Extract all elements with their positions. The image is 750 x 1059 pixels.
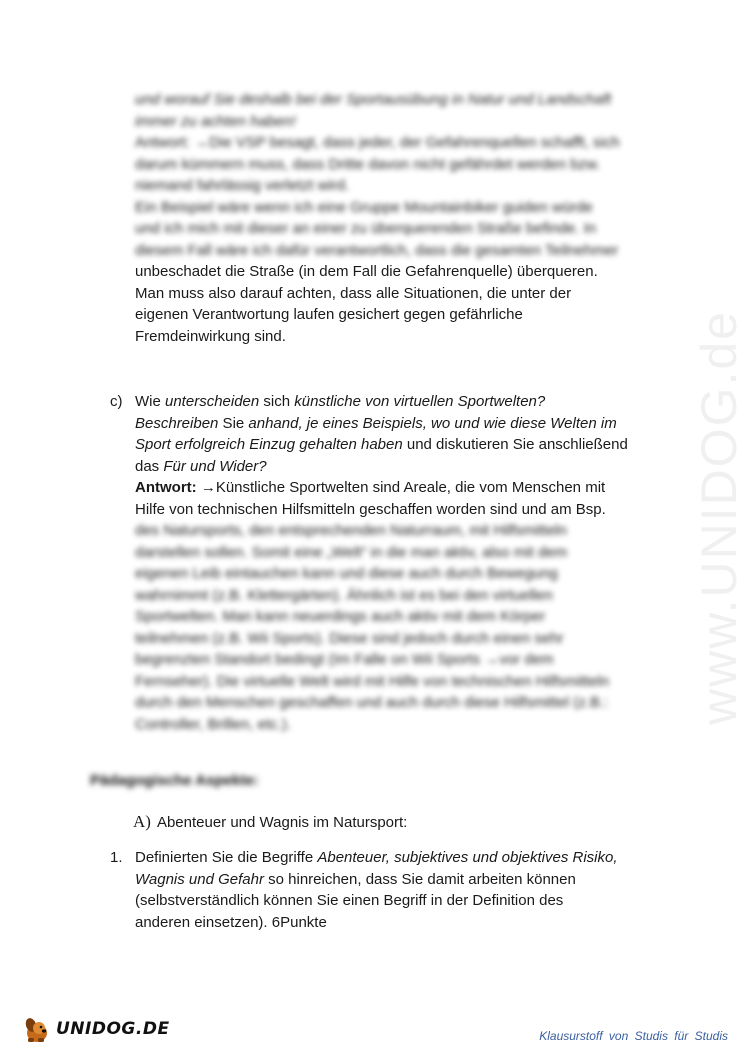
answer-block-b bbox=[135, 89, 620, 347]
text-span: anhand, je eines Beispiels bbox=[248, 414, 423, 432]
text-line: Antwort: →Die VSP besagt, dass jeder, der Gefahrenquellen schafft, sich bbox=[135, 134, 620, 151]
question-line bbox=[135, 869, 618, 891]
answer-label: Antwort: bbox=[135, 479, 197, 496]
text-line: niemand fahrlässig verletzt wird. bbox=[135, 177, 350, 194]
text-line: Fremdeinwirkung sind. bbox=[135, 327, 286, 345]
unidog-logo[interactable] bbox=[22, 1014, 170, 1044]
text-span: so hinreichen, dass Sie damit arbeiten können bbox=[263, 870, 576, 888]
text-line: unbeschadet die Straße (in dem Fall die Gefahrenquelle) überqueren. bbox=[135, 263, 598, 280]
question-c bbox=[135, 391, 628, 735]
subsection-heading bbox=[133, 812, 407, 832]
text-line: eigenen Verantwortung laufen gesichert gegen gefährliche bbox=[135, 306, 523, 323]
question-line bbox=[135, 434, 628, 456]
question-line: anderen einsetzen). 6Punkte bbox=[135, 913, 327, 931]
text-span: Sie bbox=[218, 414, 249, 432]
text-line: begrenzten Standort bedingt (Im Falle on Wii Sports →vor dem bbox=[135, 651, 554, 668]
text-line: Fernseher). Die virtuelle Welt wird mit Hilfe von technischen Hilfsmitteln bbox=[135, 672, 610, 690]
text-span: Künstliche Sportwelten sind Areale, die vom Menschen mit bbox=[215, 479, 606, 496]
text-span: Für und Wider? bbox=[163, 457, 267, 475]
text-line: Ein Beispiel wäre wenn ich eine Gruppe Mountainbiker guiden würde bbox=[135, 198, 593, 216]
text-span: das bbox=[135, 457, 164, 475]
question-1 bbox=[135, 847, 618, 933]
question-marker-1: 1. bbox=[110, 849, 123, 866]
watermark: www.UNIDOG.de bbox=[691, 310, 747, 725]
text-span: künstliche von virtuellen Sportwelten? bbox=[294, 393, 546, 410]
text-line: Controller, Brillen, etc.). bbox=[135, 715, 291, 733]
text-line: darstellen sollen. Somit eine „Welt“ in die man aktiv, also mit dem bbox=[135, 543, 568, 561]
question-line: (selbstverständlich können Sie einen Begriff in der Definition des bbox=[135, 892, 564, 909]
text-line: Sportwelten. Man kann neuerdings auch aktiv mit dem Körper bbox=[135, 608, 546, 625]
text-span: Beschreiben bbox=[135, 414, 219, 432]
dog-icon bbox=[22, 1014, 52, 1044]
text-line: wahrnimmt (z.B. Klettergärten). Ähnlich ist es bei den virtuellen bbox=[135, 586, 553, 604]
blurred-text bbox=[135, 520, 628, 735]
text-line: des Natursports, den entsprechenden Naturraum, mit Hilfsmitteln bbox=[135, 522, 567, 539]
text-span: sich bbox=[259, 393, 295, 410]
text-line: durch den Menschen geschaffen und auch durch diese Hilfsmittel (z.B.: bbox=[135, 694, 609, 711]
text-span: unterscheiden bbox=[165, 393, 260, 410]
answer-line bbox=[135, 477, 628, 499]
text-line: eigenen Leib eintauchen kann und diese auch durch Bewegung bbox=[135, 565, 558, 582]
logo-text: UNIDOG.DE bbox=[56, 1019, 170, 1039]
question-line bbox=[135, 456, 628, 478]
text-span: Wie bbox=[135, 393, 165, 410]
text-span: Sport erfolgreich Einzug gehalten haben bbox=[135, 436, 403, 453]
text-span: Abenteuer, subjektives und objektives Risiko, bbox=[317, 849, 618, 866]
subsection-letter: A) bbox=[133, 812, 151, 831]
text-line: immer zu achten haben! bbox=[135, 112, 296, 130]
text-span: Definierten Sie die Begriffe bbox=[135, 849, 318, 866]
answer-line: Hilfe von technischen Hilfsmitteln geschaffen worden sind und am Bsp. bbox=[135, 500, 606, 518]
question-line bbox=[135, 391, 628, 413]
text-line: Man muss also darauf achten, dass alle Situationen, die unter der bbox=[135, 284, 572, 302]
text-line: und ich mich mit dieser an einer zu überquerenden Straße befinde. In bbox=[135, 220, 597, 237]
section-heading: Pädagogische Aspekte: bbox=[90, 772, 259, 789]
text-span: Wagnis und Gefahr bbox=[135, 870, 264, 888]
text-span: und diskutieren Sie anschließend bbox=[402, 436, 628, 453]
text-line: diesem Fall wäre ich dafür verantwortlich, dass die gesamten Teilnehmer bbox=[135, 241, 619, 259]
blurred-text bbox=[135, 89, 620, 261]
question-line bbox=[135, 847, 618, 869]
arrow-icon: → bbox=[196, 479, 216, 496]
question-marker-c: c) bbox=[110, 393, 123, 410]
text-span: , wo und wie diese Welten im bbox=[422, 414, 617, 432]
subsection-title: Abenteuer und Wagnis im Natursport: bbox=[156, 814, 408, 831]
footer-tagline: Klausurstoff von Studis für Studis bbox=[539, 1029, 728, 1043]
text-line: und worauf Sie deshalb bei der Sportausübung in Natur und Landschaft bbox=[135, 91, 612, 108]
question-line bbox=[135, 413, 628, 435]
text-line: teilnehmen (z.B. Wii Sports). Diese sind jedoch durch einen sehr bbox=[135, 629, 564, 647]
text-line: darum kümmern muss, dass Dritte davon nicht gefährdet werden bzw. bbox=[135, 155, 601, 173]
